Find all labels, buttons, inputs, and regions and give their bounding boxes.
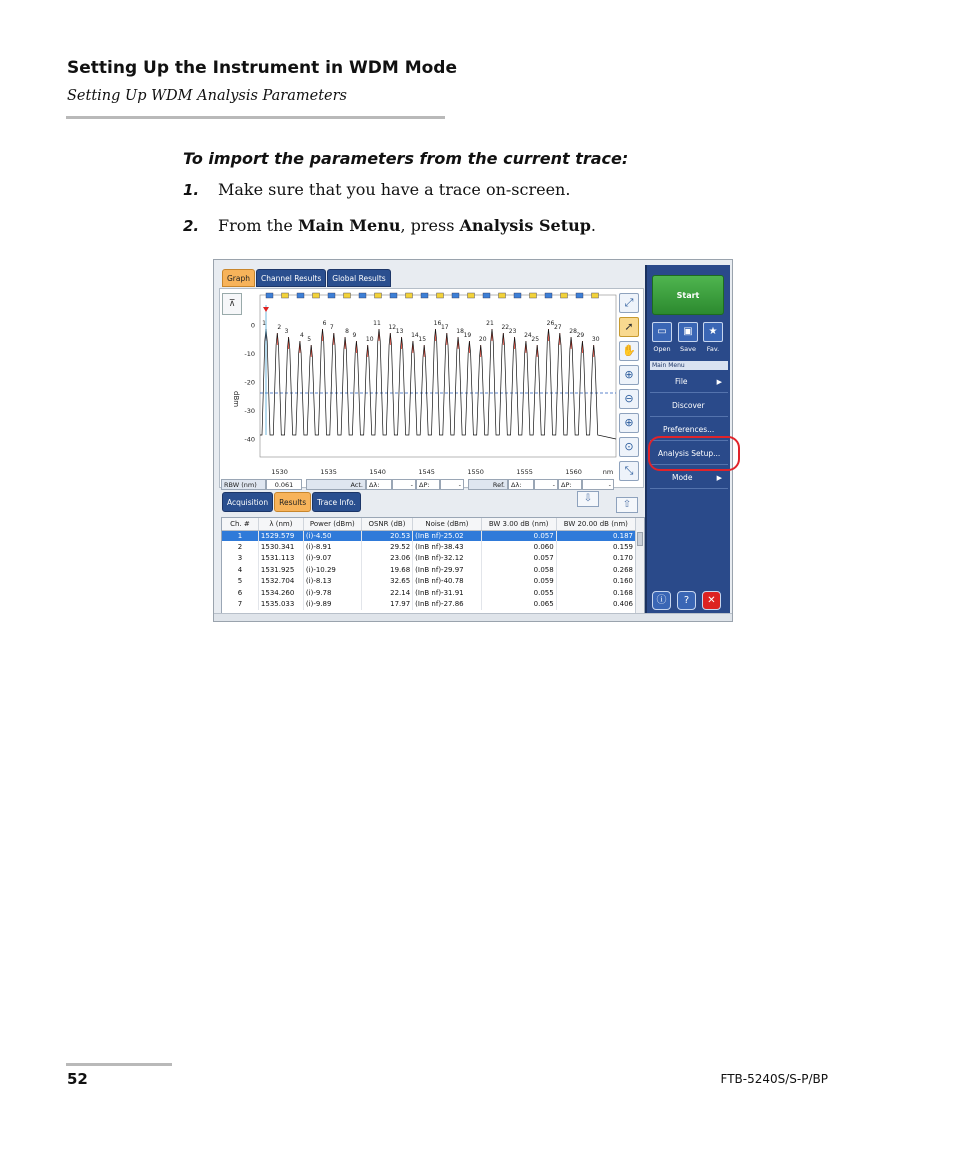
channel-label: 13	[395, 328, 404, 335]
column-header[interactable]: Ch. #	[222, 518, 258, 530]
table-cell: (InB nf)-38.43	[413, 541, 482, 552]
table-cell: (i)-9.89	[303, 598, 361, 609]
status-bar	[214, 613, 732, 621]
table-cell: 0.160	[556, 576, 635, 587]
table-row[interactable]	[222, 553, 636, 564]
table-cell: 22.14	[361, 587, 412, 598]
column-header[interactable]: Noise (dBm)	[413, 518, 482, 530]
channel-label: 6	[322, 320, 327, 327]
menu-item-label: Analysis Setup...	[658, 449, 721, 458]
open-folder-icon[interactable]: ▭	[652, 322, 672, 342]
channel-flag	[375, 293, 382, 298]
channel-flag	[592, 293, 599, 298]
table-cell: 1531.113	[258, 553, 303, 564]
zoom-out-icon[interactable]: ⊖	[619, 389, 639, 409]
marker-arrow-icon	[263, 307, 269, 312]
channel-flag	[545, 293, 552, 298]
menu-item-label: File	[675, 377, 688, 386]
table-cell: 0.187	[556, 530, 635, 541]
step-bold-analysis-setup: Analysis Setup	[459, 216, 591, 235]
ref-delta-power-value: -	[582, 479, 614, 490]
channel-flag	[266, 293, 273, 298]
channel-label: 26	[546, 320, 555, 327]
procedure-heading: To import the parameters from the current trace:	[183, 149, 629, 168]
column-header[interactable]: BW 3.00 dB (nm)	[481, 518, 556, 530]
y-tick-label: 0	[250, 321, 255, 330]
tab-acquisition[interactable]: Acquisition	[222, 492, 273, 512]
table-cell: (i)-10.29	[303, 564, 361, 575]
table-cell: (i)-8.13	[303, 576, 361, 587]
document-id: FTB-5240S/S-P/BP	[720, 1072, 828, 1086]
ref-delta-power-label: ΔP:	[558, 479, 582, 490]
table-cell: 1530.341	[258, 541, 303, 552]
channel-label: 4	[299, 332, 304, 339]
tab-global-results[interactable]: Global Results	[327, 269, 390, 287]
table-cell: 0.159	[556, 541, 635, 552]
active-marker-label[interactable]: Act.	[306, 479, 366, 490]
tab-results[interactable]: Results	[274, 492, 311, 512]
channel-label: 19	[463, 332, 472, 339]
table-cell: 0.065	[481, 598, 556, 609]
menu-item-discover[interactable]	[650, 395, 728, 417]
channel-label: 10	[365, 336, 374, 343]
table-cell: 4	[222, 564, 258, 575]
scroll-thumb[interactable]	[637, 532, 643, 546]
table-cell: 1535.033	[258, 598, 303, 609]
table-row[interactable]	[222, 587, 636, 598]
delta-power-value: -	[440, 479, 464, 490]
results-grid	[222, 518, 636, 610]
channel-label: 17	[440, 324, 449, 331]
step-text-part: , press	[400, 216, 460, 235]
table-cell: 17.97	[361, 598, 412, 609]
zoom-in-icon[interactable]: ⊕	[619, 413, 639, 433]
x-tick-label: 1560	[565, 468, 582, 476]
channel-label: 2	[277, 324, 282, 331]
channel-label: 21	[486, 320, 494, 327]
table-cell: (InB nf)-27.86	[413, 598, 482, 609]
open-label: Open	[653, 345, 671, 353]
table-cell: 0.170	[556, 553, 635, 564]
submenu-arrow-icon: ▶	[716, 474, 722, 482]
table-cell: 1534.260	[258, 587, 303, 598]
x-tick-label: 1530	[271, 468, 288, 476]
graph-area[interactable]	[219, 288, 644, 488]
menu-item-file[interactable]	[650, 371, 728, 393]
results-tabs	[222, 492, 362, 512]
channel-label: 8	[345, 328, 350, 335]
y-tick-label: -30	[244, 407, 255, 415]
channel-label: 5	[307, 336, 312, 343]
channel-label: 9	[352, 332, 357, 339]
channel-label: 7	[329, 324, 334, 331]
channel-label: 22	[501, 324, 510, 331]
channel-label: 3	[284, 328, 289, 335]
channel-flag	[313, 293, 320, 298]
zoom-area-icon[interactable]: ⊕	[619, 365, 639, 385]
table-cell: (i)-8.91	[303, 541, 361, 552]
tab-channel-results[interactable]: Channel Results	[256, 269, 326, 287]
tab-graph[interactable]: Graph	[222, 269, 255, 287]
rbw-label: RBW (nm)	[221, 479, 266, 490]
channel-label: 14	[411, 332, 419, 339]
graph-tabs	[222, 269, 392, 287]
channel-flag	[344, 293, 351, 298]
channel-flag	[499, 293, 506, 298]
close-icon[interactable]: ✕	[702, 591, 721, 610]
table-cell: (InB nf)-32.12	[413, 553, 482, 564]
channel-flag	[328, 293, 335, 298]
table-cell: (i)-4.50	[303, 530, 361, 541]
table-cell: 20.53	[361, 530, 412, 541]
x-tick-label: 1545	[418, 468, 435, 476]
channel-label: 30	[591, 336, 600, 343]
table-cell: 0.059	[481, 576, 556, 587]
step-number: 2.	[183, 217, 200, 235]
table-cell: 0.060	[481, 541, 556, 552]
step-number: 1.	[183, 181, 200, 199]
collapse-down-icon[interactable]: ⇩	[577, 491, 599, 507]
channel-flag	[359, 293, 366, 298]
channel-label: 24	[524, 332, 532, 339]
table-row[interactable]	[222, 530, 636, 541]
zoom-reset-icon[interactable]: ⊙	[619, 437, 639, 457]
channel-label: 12	[388, 324, 397, 331]
table-cell: (InB nf)-29.97	[413, 564, 482, 575]
column-header[interactable]: OSNR (dB)	[361, 518, 412, 530]
channel-flag	[282, 293, 289, 298]
fav-label: Fav.	[706, 345, 720, 353]
channel-label: 28	[569, 328, 577, 335]
column-header[interactable]: λ (nm)	[258, 518, 303, 530]
channel-label: 15	[418, 336, 427, 343]
channel-flag	[390, 293, 397, 298]
step-text-part: From the	[218, 216, 298, 235]
table-cell: 1529.579	[258, 530, 303, 541]
channel-flag	[437, 293, 444, 298]
save-label: Save	[680, 345, 696, 353]
y-axis-label: dBm	[232, 391, 240, 408]
x-tick-label: 1535	[320, 468, 337, 476]
channel-label: 29	[576, 332, 585, 339]
channel-label: 25	[531, 336, 540, 343]
table-cell: 0.055	[481, 587, 556, 598]
step-text: Make sure that you have a trace on-screen.	[218, 180, 571, 199]
rbw-value: 0.061	[266, 479, 302, 490]
step-2	[183, 216, 596, 235]
delta-lambda-value: -	[392, 479, 416, 490]
start-button[interactable]: Start	[652, 275, 724, 315]
results-table	[221, 517, 645, 614]
header-rule	[66, 116, 445, 119]
table-cell: 0.057	[481, 530, 556, 541]
table-cell: 1	[222, 530, 258, 541]
graph-toolbar	[619, 293, 641, 485]
step-text-part: .	[590, 216, 596, 235]
x-tick-label: 1540	[369, 468, 386, 476]
subsection-title: Setting Up WDM Analysis Parameters	[67, 88, 347, 104]
autoscale-icon[interactable]: ⤢	[619, 293, 639, 313]
table-cell: (i)-9.07	[303, 553, 361, 564]
help-icon[interactable]: ?	[677, 591, 696, 610]
column-header[interactable]: Power (dBm)	[303, 518, 361, 530]
page-number: 52	[67, 1070, 88, 1088]
table-cell: 3	[222, 553, 258, 564]
table-cell: 7	[222, 598, 258, 609]
table-row[interactable]	[222, 598, 636, 609]
menu-item-label: Discover	[672, 401, 705, 410]
ref-marker-label[interactable]: Ref.	[468, 479, 508, 490]
channel-flag	[530, 293, 537, 298]
channel-label: 11	[373, 320, 381, 327]
table-cell: 1532.704	[258, 576, 303, 587]
pointer-icon[interactable]: ➚	[619, 317, 639, 337]
menu-item-label: Preferences...	[663, 425, 715, 434]
table-cell: 19.68	[361, 564, 412, 575]
spectrum-trace	[260, 329, 616, 439]
channel-label: 1	[262, 320, 266, 327]
table-cell: 0.406	[556, 598, 635, 609]
step-text	[218, 216, 596, 235]
save-disk-icon[interactable]: ▣	[678, 322, 698, 342]
channel-label: 23	[508, 328, 517, 335]
footer-rule	[66, 1063, 172, 1066]
analysis-setup-highlight	[648, 436, 740, 471]
channel-flag	[483, 293, 490, 298]
y-tick-label: -10	[244, 350, 255, 358]
table-cell: 23.06	[361, 553, 412, 564]
main-menu-title: Main Menu	[650, 361, 728, 370]
delta-power-label: ΔP:	[416, 479, 440, 490]
channel-flag	[297, 293, 304, 298]
marker-tool-icon[interactable]: ⊼	[222, 293, 242, 315]
channel-flag	[421, 293, 428, 298]
full-view-icon[interactable]: ⤡	[619, 461, 639, 481]
table-cell: 1531.925	[258, 564, 303, 575]
table-cell: (i)-9.78	[303, 587, 361, 598]
table-cell: (InB nf)-40.78	[413, 576, 482, 587]
table-scrollbar[interactable]	[635, 518, 644, 614]
channel-label: 20	[478, 336, 487, 343]
table-cell: (InB nf)-25.02	[413, 530, 482, 541]
column-header[interactable]: BW 20.00 dB (nm)	[556, 518, 635, 530]
info-icon[interactable]: ⓘ	[652, 591, 671, 610]
table-cell: (InB nf)-31.91	[413, 587, 482, 598]
delta-lambda-label: Δλ:	[366, 479, 392, 490]
table-row[interactable]	[222, 576, 636, 587]
x-tick-label: 1555	[516, 468, 533, 476]
spectrum-graph	[220, 289, 643, 479]
submenu-arrow-icon: ▶	[716, 378, 722, 386]
table-row[interactable]	[222, 564, 636, 575]
favorites-star-icon[interactable]: ★	[703, 322, 723, 342]
pan-hand-icon[interactable]: ✋	[619, 341, 639, 361]
menu-item-label: Mode	[672, 473, 693, 482]
step-1	[183, 180, 571, 199]
channel-label: 27	[553, 324, 562, 331]
table-cell: 0.168	[556, 587, 635, 598]
channel-flag	[468, 293, 475, 298]
table-cell: 29.52	[361, 541, 412, 552]
table-cell: 0.058	[481, 564, 556, 575]
section-title: Setting Up the Instrument in WDM Mode	[67, 58, 458, 78]
channel-flag	[514, 293, 521, 298]
table-cell: 32.65	[361, 576, 412, 587]
table-cell: 6	[222, 587, 258, 598]
step-bold-main-menu: Main Menu	[297, 216, 401, 235]
channel-label: 16	[433, 320, 442, 327]
table-cell: 0.057	[481, 553, 556, 564]
channel-flag	[576, 293, 583, 298]
y-tick-label: -40	[244, 435, 255, 444]
table-row[interactable]	[222, 541, 636, 552]
x-tick-label: 1550	[467, 468, 484, 476]
channel-flag	[406, 293, 413, 298]
channel-label: 18	[456, 328, 464, 335]
table-cell: 2	[222, 541, 258, 552]
ref-delta-lambda-value: -	[534, 479, 558, 490]
table-cell: 0.268	[556, 564, 635, 575]
table-cell: 5	[222, 576, 258, 587]
marker-info-bar	[221, 479, 645, 490]
y-tick-label: -20	[244, 378, 255, 387]
x-unit-label: nm	[602, 468, 614, 476]
tab-trace-info[interactable]: Trace Info.	[312, 492, 361, 512]
expand-up-icon[interactable]: ⇧	[616, 497, 638, 513]
ref-delta-lambda-label: Δλ:	[508, 479, 534, 490]
channel-flag	[561, 293, 568, 298]
channel-flag	[452, 293, 459, 298]
